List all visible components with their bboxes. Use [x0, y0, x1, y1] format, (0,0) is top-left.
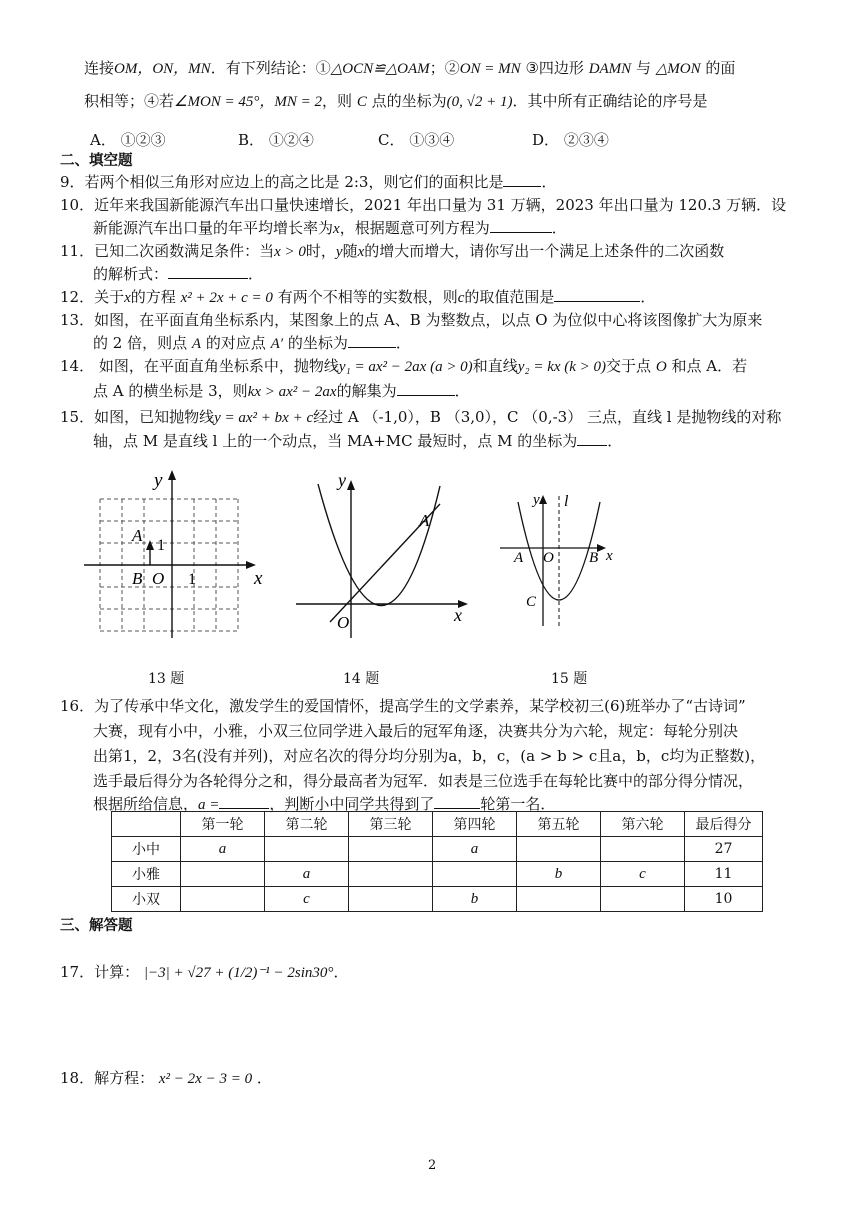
fig13-point-a-label: A [132, 526, 143, 545]
question-16-l1: 16．为了传承中华文化，激发学生的爱国情怀，提高学生的文学素养，某学校初三(6)班举办了“古诗词” [60, 697, 746, 715]
table-cell [265, 837, 349, 862]
fig13-y-label: y [154, 470, 163, 491]
option-d: D． ②③④ [532, 131, 609, 149]
text: OM，ON，MN [114, 61, 211, 77]
question-18: 18．解方程： x² − 2x − 3 = 0 ． [60, 1069, 272, 1087]
math: ∠MON = 45°，MN = 2 [174, 94, 323, 110]
fig14-x-label: x [454, 605, 462, 625]
question-16-l3: 出第1，2，3名(没有并列)，对应名次的得分均分别为a，b，c，(a > b > c且a，b，c均为正整数)， [93, 747, 766, 765]
text: ，则 [322, 92, 353, 110]
table-header: 第三轮 [349, 812, 433, 837]
question-14-l2: 点 A 的横坐标是 3，则kx > ax² − 2ax的解集为 ． [93, 382, 470, 400]
table-cell [601, 887, 685, 912]
option-a: A． ①②③ [90, 131, 166, 149]
table-cell [349, 887, 433, 912]
fig15-origin-label: O [543, 550, 554, 566]
question-16-l2: 大赛，现有小中，小雅，小双三位同学进入最后的冠军角逐，决赛共分为六轮，规定：每轮分别决 [93, 722, 739, 740]
question-15-l1: 15．如图，已知抛物线y = ax² + bx + c经过 A （-1,0），B （3,0），C （0,-3） 三点，直线 l 是抛物线的对称 [60, 408, 782, 426]
figure-14 [288, 466, 478, 641]
q8-options [90, 130, 609, 150]
fig15-y-label: y [533, 492, 540, 508]
table-header: 最后得分 [685, 812, 763, 837]
table-cell: c [265, 887, 349, 912]
fig15-point-b-label: B [589, 550, 599, 566]
question-9: 9．若两个相似三角形对应边上的高之比是 2:3，则它们的面积比是 ． [60, 173, 557, 191]
fig15-point-c-label: C [526, 594, 537, 610]
question-16-l4: 选手最后得分为各轮得分之和，得分最高者为冠军．如表是三位选手在每轮比赛中的部分得分情况， [93, 772, 754, 790]
table-cell: 27 [685, 837, 763, 862]
math: △OCN≌△OAM [330, 61, 430, 77]
table-cell: c [601, 862, 685, 887]
math: ON = MN [459, 61, 521, 77]
figure-15 [498, 488, 628, 633]
fig13-tick-x1: 1 [188, 571, 196, 588]
table-header-row [112, 812, 763, 837]
question-11-l1: 11．已知二次函数满足条件：当x > 0时，y随x的增大而增大，请你写出一个满足上述条件的二次函数 [60, 242, 725, 260]
math: C [356, 94, 367, 110]
question-16-l5: 根据所给信息，a = ，判断小中同学共得到了 轮第一名． [93, 795, 556, 813]
question-11-l2: 的解析式： ． [93, 265, 264, 283]
table-cell: a [181, 837, 265, 862]
table-cell: b [517, 862, 601, 887]
figure-15-caption: 15 题 [551, 671, 588, 687]
question-15-l2: 轴，点 M 是直线 l 上的一个动点，当 MA+MC 最短时，点 M 的坐标为 ． [93, 432, 623, 450]
page-number: 2 [428, 1158, 437, 1173]
question-13-l1: 13．如图，在平面直角坐标系内，某图象上的点 A、B 为整数点，以点 O 为位似中心将该图像扩大为原来 [60, 311, 763, 329]
question-13-l2: 的 2 倍，则点 A 的对应点 A′ 的坐标为 ． [93, 334, 411, 352]
table-cell: 小中 [112, 837, 181, 862]
fig14-point-a-label: A [419, 511, 430, 530]
math: DAMN [588, 61, 632, 77]
table-header: 第四轮 [433, 812, 517, 837]
table-cell [433, 862, 517, 887]
text: 的面 [705, 59, 736, 77]
table-cell [349, 837, 433, 862]
text: 连接 [84, 59, 115, 77]
fig14-y-label: y [338, 470, 346, 490]
fig13-point-b-label: B [132, 569, 143, 588]
fig13-x-label: x [254, 568, 263, 589]
text: ．有下列结论：① [210, 59, 331, 77]
text: ；② [429, 59, 460, 77]
question-14-l1: 14． 如图，在平面直角坐标系中，抛物线y₁ = ax² − 2ax (a > 0)和直线y₂ = kx (k > 0)交于点 O 和点 A．若 [60, 357, 748, 375]
table-row [112, 887, 763, 912]
q8-line1 [84, 58, 735, 79]
table-cell [181, 887, 265, 912]
table-cell [349, 862, 433, 887]
table-header: 第二轮 [265, 812, 349, 837]
table-row [112, 862, 763, 887]
table-cell [601, 837, 685, 862]
text: 点的坐标为 [371, 92, 447, 110]
table-header: 第五轮 [517, 812, 601, 837]
fig15-line-l-label: l [564, 493, 569, 510]
math: (0, √2 + 1) [446, 94, 513, 110]
fig15-x-label: x [606, 548, 613, 564]
figure-13 [84, 466, 274, 656]
math: △MON [655, 61, 701, 77]
table-header: 第六轮 [601, 812, 685, 837]
table-cell: 小雅 [112, 862, 181, 887]
table-cell [517, 837, 601, 862]
table-cell: 11 [685, 862, 763, 887]
table-header: 第一轮 [181, 812, 265, 837]
table-cell: b [433, 887, 517, 912]
text: ．其中所有正确结论的序号是 [512, 92, 708, 110]
question-10-l2: 新能源汽车出口量的年平均增长率为x，根据题意可列方程为 ． [93, 219, 567, 237]
section-fill-in: 二、填空题 [60, 153, 133, 169]
table-cell [181, 862, 265, 887]
table-header [112, 812, 181, 837]
text: 与 [635, 59, 651, 77]
fig14-origin-label: O [337, 613, 350, 632]
table-cell: 小双 [112, 887, 181, 912]
text: ③四边形 [525, 59, 584, 77]
table-row [112, 837, 763, 862]
figure-14-caption: 14 题 [343, 671, 380, 687]
table-cell: a [433, 837, 517, 862]
score-table [111, 811, 763, 912]
text: 积相等；④若 [84, 92, 175, 110]
option-b: B． ①②④ [238, 131, 314, 149]
question-17: 17．计算： |−3| + √27 + (1/2)⁻¹ − 2sin30°． [60, 963, 349, 981]
fig13-tick-y1: 1 [157, 537, 165, 554]
table-cell: 10 [685, 887, 763, 912]
question-12: 12．关于x的方程 x² + 2x + c = 0 有两个不相等的实数根，则c的取值范围是 ． [60, 288, 656, 306]
section-answer: 三、解答题 [60, 918, 133, 934]
fig13-origin-label: O [152, 569, 165, 588]
option-c: C． ①③④ [378, 131, 455, 149]
question-10-l1: 10．近年来我国新能源汽车出口量快速增长，2021 年出口量为 31 万辆，2023 年出口量为 120.3 万辆．设 [60, 196, 787, 214]
table-cell: a [265, 862, 349, 887]
fig15-point-a-label: A [514, 550, 524, 566]
q8-line2 [84, 91, 708, 112]
table-cell [517, 887, 601, 912]
figure-13-caption: 13 题 [148, 671, 185, 687]
